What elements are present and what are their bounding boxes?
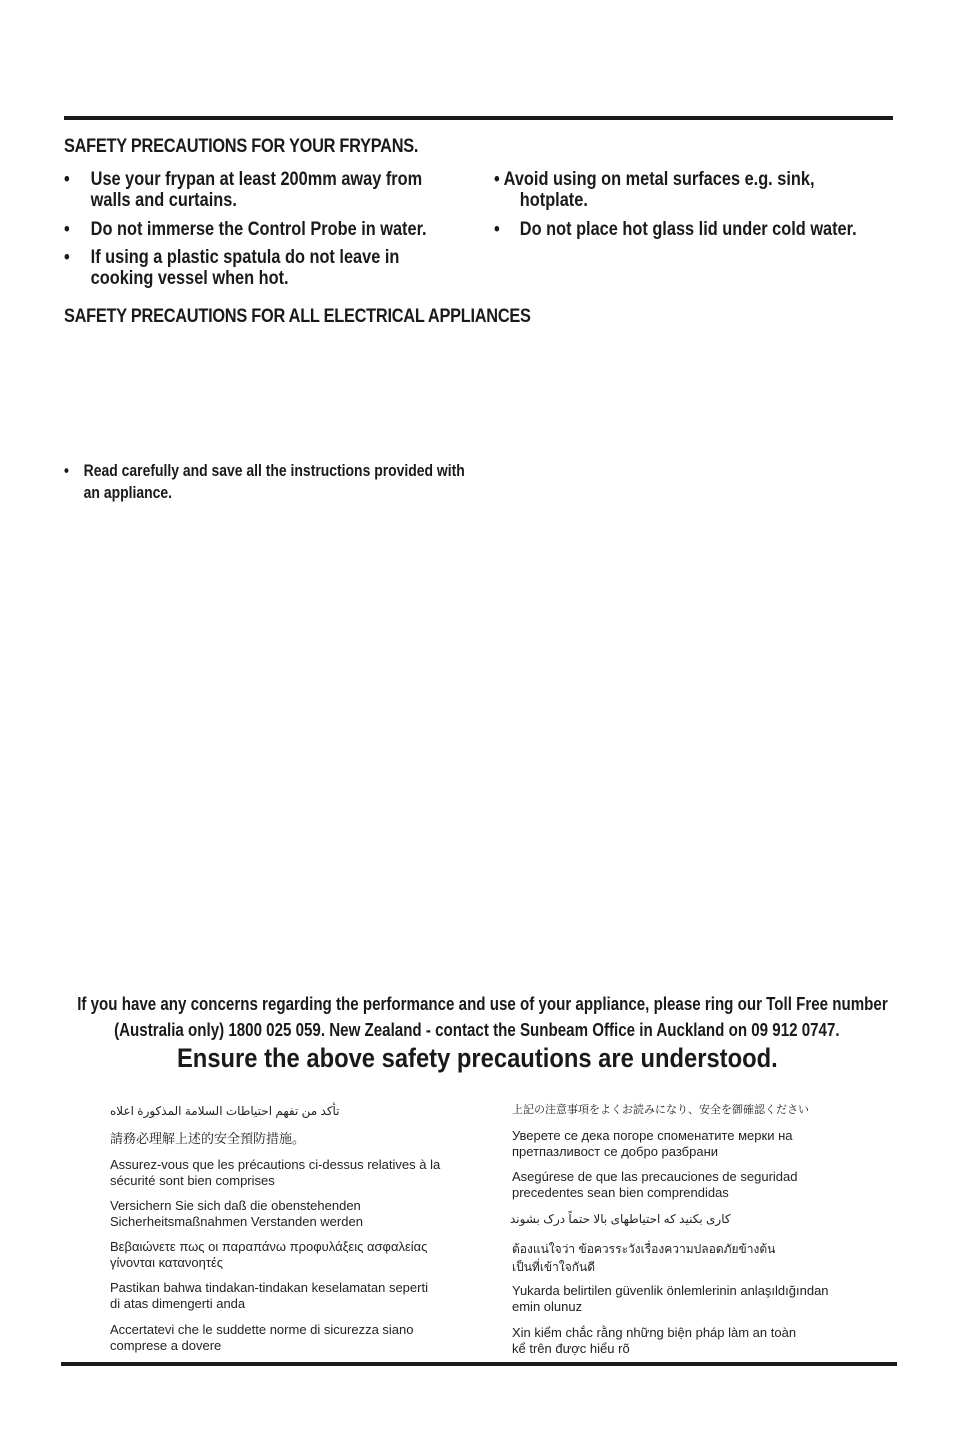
electrical-item-1: • Read carefully and save all the instructions provided with an appliance. (64, 461, 465, 502)
translation-macedonian: Уверете се дека погоре споменатите мерки на претпазливост се добро разбрани (512, 1128, 793, 1159)
translation-greek: Βεβαιώνετε πως οι παραπάνω προφυλάξεις ασφαλείας γίνονται κατανοητές (110, 1239, 428, 1270)
top-rule (64, 116, 893, 120)
translation-german: Versichern Sie sich daß die obenstehenden Sicherheitsmaßnahmen Verstanden werden (110, 1198, 363, 1229)
frypan-item-4: • Avoid using on metal surfaces e.g. sink, hotplate. (494, 169, 815, 211)
frypan-item-5: • Do not place hot glass lid under cold water. (494, 219, 857, 240)
translation-french: Assurez-vous que les précautions ci-dessus relatives à la sécurité sont bien comprises (110, 1157, 441, 1188)
translation-thai: ต้องแน่ใจว่า ข้อควรระวังเรื่องความปลอดภัยข้างต้น เป็นที่เข้าใจกันดี (512, 1242, 776, 1274)
electrical-heading: SAFETY PRECAUTIONS FOR ALL ELECTRICAL APPLIANCES (64, 306, 531, 327)
translation-arabic: تأكد من تفهم احتياطات السلامة المذكورة اعلاه (110, 1104, 340, 1118)
translation-persian: کاری بکنید که احتیاطهای بالا حتماً درک بشوند (510, 1212, 731, 1226)
contact-line-2: (Australia only) 1800 025 059. New Zealand - contact the Sunbeam Office in Auckland on 09 912 0747. (114, 1020, 840, 1040)
bullet-icon: • (64, 461, 69, 480)
translation-vietnamese: Xin kiểm chắc rằng những biện pháp làm an toàn kể trên được hiểu rõ (512, 1325, 797, 1356)
translation-chinese: 請務必理解上述的安全預防措施。 (110, 1131, 306, 1146)
bullet-icon: • (64, 219, 70, 240)
translation-italian: Accertatevi che le suddette norme di sicurezza siano comprese a dovere (110, 1322, 414, 1353)
bullet-icon: • (494, 219, 500, 240)
bullet-icon: • (64, 169, 70, 190)
frypan-heading: SAFETY PRECAUTIONS FOR YOUR FRYPANS. (64, 136, 419, 157)
ensure-statement: Ensure the above safety precautions are understood. (176, 1043, 778, 1073)
translation-spanish: Asegúrese de que las precauciones de seguridad precedentes sean bien comprendidas (512, 1169, 798, 1200)
translation-indonesian: Pastikan bahwa tindakan-tindakan keselamatan seperti di atas dimengerti anda (110, 1280, 428, 1311)
frypan-item-2: • Do not immerse the Control Probe in water. (64, 219, 427, 240)
frypan-item-1: • Use your frypan at least 200mm away from walls and curtains. (64, 169, 423, 211)
bottom-rule (61, 1362, 897, 1366)
bullet-icon: • (64, 247, 70, 268)
translation-japanese: 上記の注意事項をよくお読みになり、安全を御確認ください (512, 1104, 809, 1116)
frypan-item-3: • If using a plastic spatula do not leave in cooking vessel when hot. (64, 247, 400, 289)
translation-turkish: Yukarda belirtilen güvenlik önlemlerinin anlaşıldığından emin olunuz (512, 1283, 829, 1314)
contact-line-1: If you have any concerns regarding the performance and use of your appliance, please ring our Toll Free number (77, 994, 888, 1014)
